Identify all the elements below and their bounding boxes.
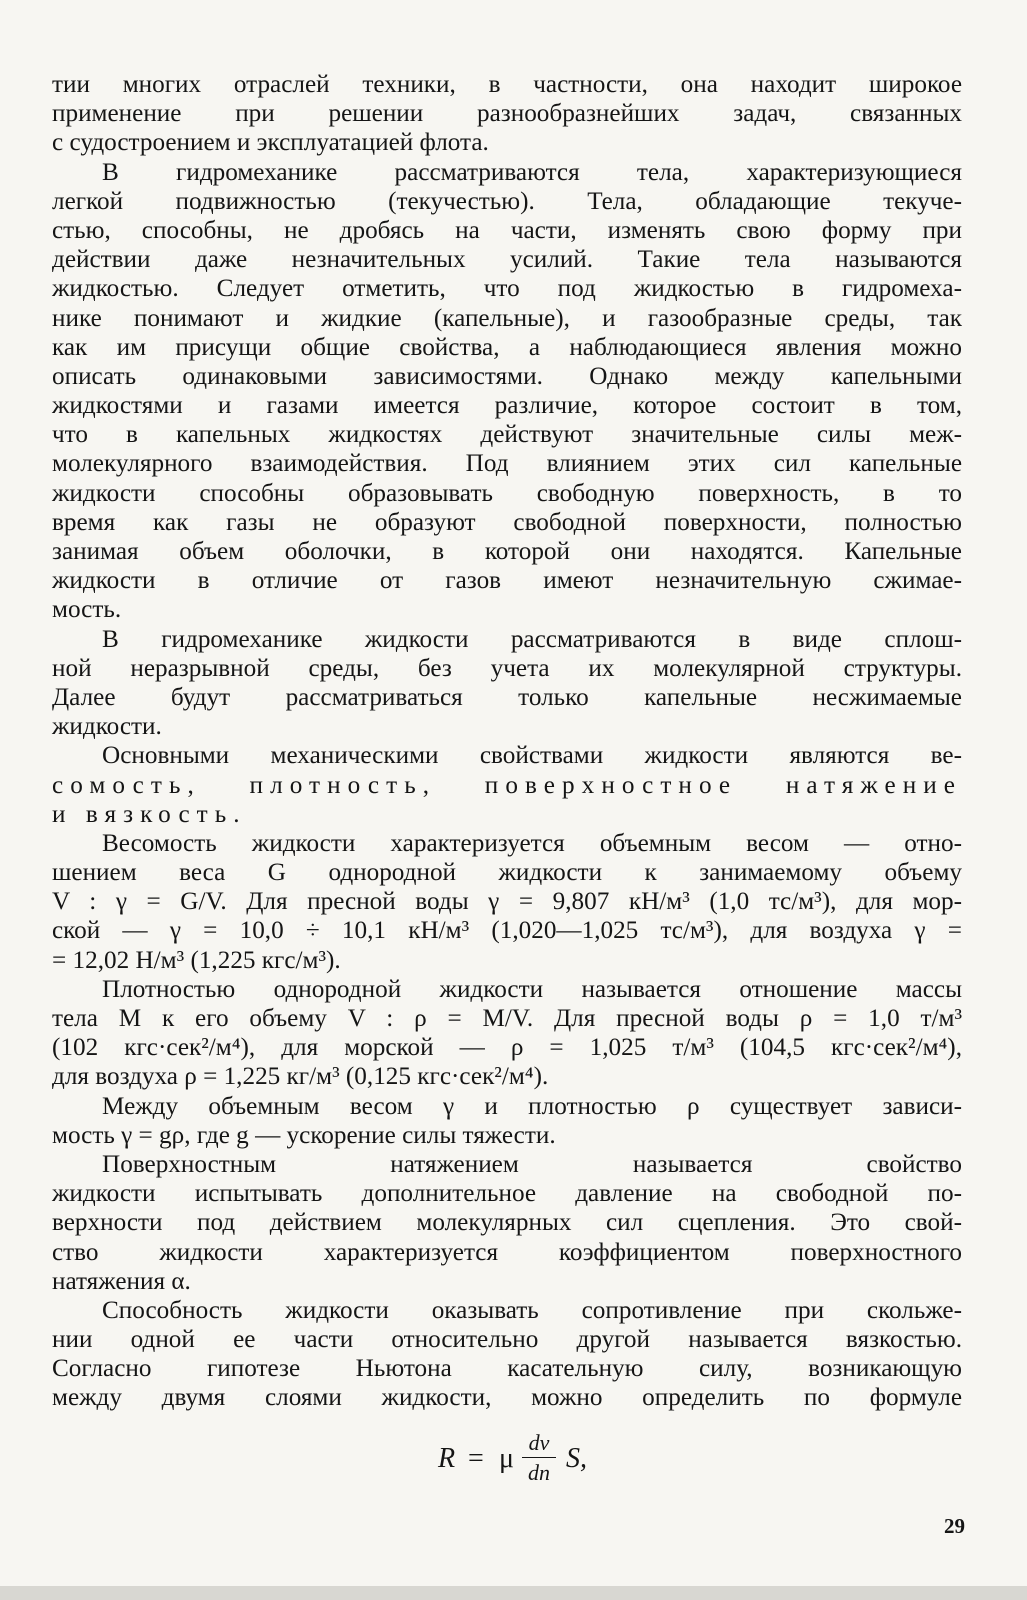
text-line: описать одинаковыми зависимостями. Однако между капельными: [52, 362, 962, 390]
scan-edge: [0, 1586, 1027, 1600]
text-line: и вязкость.: [52, 800, 247, 828]
formula-equals: =: [468, 1443, 484, 1474]
text-line: стью, способны, не дробясь на части, изменять свою форму при: [52, 216, 962, 244]
text-line: легкой подвижностью (текучестью). Тела, обладающие текуче-: [52, 187, 962, 215]
text-line: Между объемным весом γ и плотностью ρ существует зависи-: [102, 1092, 962, 1120]
text-line: Основными механическими свойствами жидкости являются ве-: [102, 742, 962, 770]
text-line: жидкости.: [52, 713, 162, 741]
text-line: молекулярного взаимодействия. Под влиянием этих сил капельные: [52, 450, 962, 478]
text-line: сомость, плотность, поверхностное натяжение: [52, 771, 962, 799]
text-line: натяжения α.: [52, 1267, 191, 1295]
formula-mu: μ: [499, 1443, 515, 1474]
text-line: время как газы не образуют свободной поверхности, полностью: [52, 508, 962, 536]
text-line: В гидромеханике рассматриваются тела, характеризующиеся: [102, 158, 962, 186]
text-line: мость.: [52, 596, 122, 624]
formula-numerator: dv: [528, 1430, 550, 1455]
text-line: В гидромеханике жидкости рассматриваются в виде сплош-: [102, 625, 962, 653]
fraction-bar: [522, 1457, 556, 1458]
text-line: ство жидкости характеризуется коэффициентом поверхностного: [52, 1238, 962, 1266]
text-line: для воздуха ρ = 1,225 кг/м³ (0,125 кгс·сек²/м⁴).: [52, 1063, 549, 1091]
body-text: [52, 70, 962, 1413]
text-line: шением веса G однородной жидкости к занимаемому объему: [52, 859, 962, 887]
text-line: жидкости испытывать дополнительное давление на свободной по-: [52, 1180, 962, 1208]
text-line: действии даже незначительных усилий. Такие тела называются: [52, 246, 962, 274]
text-line: Весомость жидкости характеризуется объемным весом — отно-: [102, 829, 962, 857]
text-line: ской — γ = 10,0 ÷ 10,1 кН/м³ (1,020—1,025 тс/м³), для воздуха γ =: [52, 917, 962, 945]
text-line: жидкостью. Следует отметить, что под жидкостью в гидромеха-: [52, 275, 962, 303]
formula-lhs: R: [438, 1443, 456, 1474]
text-line: с судостроением и эксплуатацией флота.: [52, 129, 489, 157]
text-line: Далее будут рассматриваться только капельные несжимаемые: [52, 683, 962, 711]
text-line: Способность жидкости оказывать сопротивление при скольже-: [102, 1296, 962, 1324]
text-line: тии многих отраслей техники, в частности, она находит широкое: [52, 71, 962, 98]
text-line: жидкости в отличие от газов имеют незначительную сжимае-: [52, 567, 962, 595]
text-line: нии одной ее части относительно другой называется вязкостью.: [52, 1326, 962, 1354]
text-line: Плотностью однородной жидкости называется отношение массы: [102, 975, 962, 1003]
viscosity-formula: [438, 1430, 698, 1492]
text-line: Поверхностным натяжением называется свойство: [102, 1150, 962, 1178]
text-line: нике понимают и жидкие (капельные), и газообразные среды, так: [52, 304, 962, 332]
text-line: применение при решении разнообразнейших задач, связанных: [52, 100, 962, 128]
text-line: верхности под действием молекулярных сил сцепления. Это свой-: [52, 1209, 962, 1237]
text-line: жидкости способны образовывать свободную поверхность, в то: [52, 479, 962, 507]
formula-rhs: S,: [566, 1443, 587, 1474]
text-line: как им присущи общие свойства, а наблюдающиеся явления можно: [52, 333, 962, 361]
text-line: жидкостями и газами имеется различие, которое состоит в том,: [52, 392, 962, 420]
text-line: тела M к его объему V : ρ = M/V. Для пресной воды ρ = 1,0 т/м³: [52, 1005, 962, 1032]
text-line: (102 кгс·сек²/м⁴), для морской — ρ = 1,025 т/м³ (104,5 кгс·сек²/м⁴),: [52, 1034, 962, 1062]
text-line: между двумя слоями жидкости, можно определить по формуле: [52, 1384, 962, 1412]
formula-denominator: dn: [528, 1460, 550, 1485]
page-number: 29: [944, 1514, 965, 1538]
text-line: = 12,02 Н/м³ (1,225 кгс/м³).: [52, 946, 341, 974]
text-line: ной неразрывной среды, без учета их молекулярной структуры.: [52, 654, 962, 682]
text-line: занимая объем оболочки, в которой они находятся. Капельные: [52, 538, 962, 565]
text-line: V : γ = G/V. Для пресной воды γ = 9,807 кН/м³ (1,0 тс/м³), для мор-: [52, 888, 962, 916]
text-line: мость γ = gρ, где g — ускорение силы тяжести.: [52, 1121, 556, 1149]
text-line: что в капельных жидкостях действуют значительные силы меж-: [52, 421, 962, 449]
formula-fraction: [522, 1430, 556, 1486]
text-line: Согласно гипотезе Ньютона касательную силу, возникающую: [52, 1355, 962, 1383]
